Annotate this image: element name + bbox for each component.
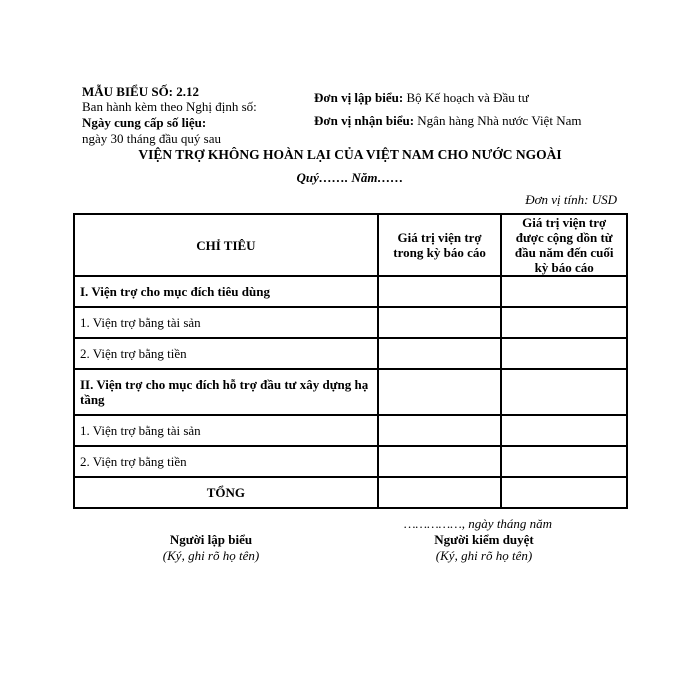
row-label: 1. Viện trợ bằng tài sản xyxy=(74,415,378,446)
cell-period-value[interactable] xyxy=(378,307,502,338)
supply-date-label: Ngày cung cấp số liệu: xyxy=(82,115,207,130)
cell-period-value[interactable] xyxy=(378,338,502,369)
table-row xyxy=(74,276,627,307)
cell-cumulative-value[interactable] xyxy=(501,338,627,369)
issued-with-decree: Ban hành kèm theo Nghị định số: xyxy=(82,99,257,114)
reviewer-title: Người kiểm duyệt xyxy=(434,532,534,547)
receiving-unit-label: Đơn vị nhận biểu: xyxy=(314,113,415,128)
receiving-unit xyxy=(314,113,581,129)
report-period: Quý……. Năm…… xyxy=(296,170,404,185)
preparing-unit-label: Đơn vị lập biểu: xyxy=(314,90,404,105)
reviewer-signature-block xyxy=(384,532,584,564)
row-label: 2. Viện trợ bằng tiền xyxy=(74,338,378,369)
report-title: VIỆN TRỢ KHÔNG HOÀN LẠI CỦA VIỆT NAM CHO NƯỚC NGOÀI xyxy=(138,147,562,162)
header-cumulative-value: Giá trị viện trợ được cộng dồn từ đầu năm đến cuối kỳ báo cáo xyxy=(501,214,627,276)
preparer-title: Người lập biểu xyxy=(169,532,253,547)
unit-of-measure: Đơn vị tính: USD xyxy=(525,192,617,207)
table-row xyxy=(74,338,627,369)
supply-date-value: ngày 30 tháng đầu quý sau xyxy=(82,131,222,146)
table-row xyxy=(74,446,627,477)
cell-cumulative-value[interactable] xyxy=(501,307,627,338)
header-period-value: Giá trị viện trợ trong kỳ báo cáo xyxy=(378,214,502,276)
table-row xyxy=(74,369,627,415)
cell-period-value[interactable] xyxy=(378,446,502,477)
table-header-row xyxy=(74,214,627,276)
signature-date-line: ……………, ngày tháng năm xyxy=(404,516,553,531)
table-row xyxy=(74,415,627,446)
form-number: MẪU BIỂU SỐ: 2.12 xyxy=(82,84,200,99)
cell-cumulative-value[interactable] xyxy=(501,276,627,307)
preparer-signature-block xyxy=(111,532,311,564)
table-row xyxy=(74,307,627,338)
row-label: 2. Viện trợ bằng tiền xyxy=(74,446,378,477)
preparer-note: (Ký, ghi rõ họ tên) xyxy=(162,548,260,563)
row-label: 1. Viện trợ bằng tài sản xyxy=(74,307,378,338)
cell-total-cumulative-value[interactable] xyxy=(501,477,627,508)
row-label: I. Viện trợ cho mục đích tiêu dùng xyxy=(74,276,378,307)
reviewer-note: (Ký, ghi rõ họ tên) xyxy=(435,548,533,563)
cell-period-value[interactable] xyxy=(378,369,502,415)
cell-period-value[interactable] xyxy=(378,276,502,307)
cell-total-period-value[interactable] xyxy=(378,477,502,508)
row-label: II. Viện trợ cho mục đích hỗ trợ đầu tư xây dựng hạ tầng xyxy=(74,369,378,415)
preparing-unit-value: Bộ Kế hoạch và Đầu tư xyxy=(406,90,529,105)
aid-report-table xyxy=(73,213,628,509)
cell-cumulative-value[interactable] xyxy=(501,446,627,477)
header-indicator: CHỈ TIÊU xyxy=(74,214,378,276)
preparing-unit xyxy=(314,90,529,106)
receiving-unit-value: Ngân hàng Nhà nước Việt Nam xyxy=(417,113,582,128)
table-total-row xyxy=(74,477,627,508)
total-label: TỔNG xyxy=(74,477,378,508)
cell-period-value[interactable] xyxy=(378,415,502,446)
cell-cumulative-value[interactable] xyxy=(501,369,627,415)
cell-cumulative-value[interactable] xyxy=(501,415,627,446)
